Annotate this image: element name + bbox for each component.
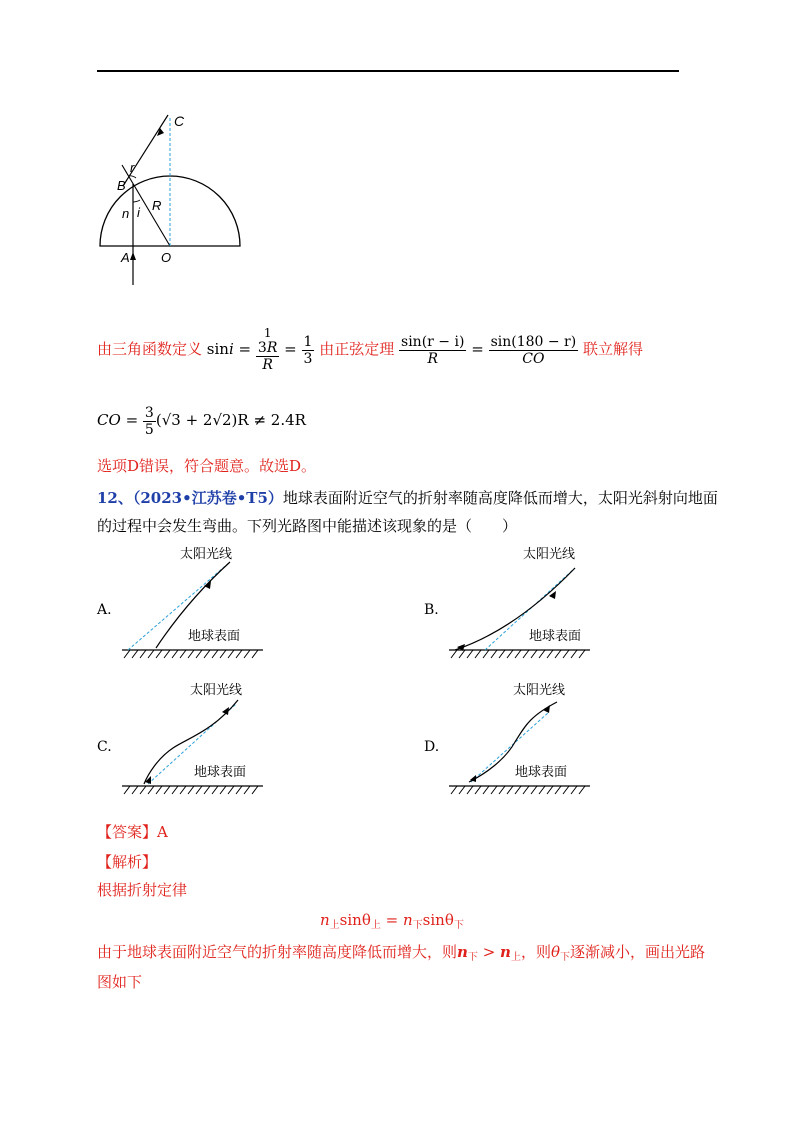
label-n: n bbox=[122, 206, 130, 221]
svg-text:地球表面: 地球表面 bbox=[529, 628, 582, 643]
label-C: C bbox=[174, 113, 185, 129]
option-a-diagram[interactable] bbox=[118, 540, 268, 660]
law-text: 根据折射定律 bbox=[97, 881, 188, 899]
question-line-1: 12、（2023•江苏卷•T5）地球表面附近空气的折射率随高度降低而增大，太阳光斜射向地面 bbox=[97, 489, 718, 507]
svg-text:地球表面: 地球表面 bbox=[515, 764, 568, 779]
conclusion-line-1: 由于地球表面附近空气的折射率随高度降低而增大，则$n_下 > n_上$，则$\theta_下$逐渐减小，画出光路 bbox=[97, 943, 705, 963]
fraction-3-5: $\frac{3}{5}$ bbox=[144, 404, 154, 438]
question-line-2: 的过程中会发生弯曲。下列光路图中能描述该现象的是（ ） bbox=[97, 517, 518, 535]
answer-line: 【答案】A bbox=[97, 823, 168, 841]
option-d-label: D. bbox=[424, 739, 440, 755]
fraction-3: $\frac{\sin(r - i)}{R}$ bbox=[401, 333, 465, 367]
fraction-4: $\frac{\sin(180 - r)}{CO}$ bbox=[490, 333, 577, 367]
option-d-conclusion: 选项D错误，符合题意。故选D。 bbox=[97, 457, 317, 475]
text-sine-rule: 由正弦定理 bbox=[319, 340, 395, 358]
label-R: R bbox=[152, 198, 162, 213]
equation-line-2: CO = $\frac{3}{5}$ (√3 + 2√2)R ≠ 2.4R bbox=[97, 404, 306, 438]
option-c-label: C. bbox=[97, 739, 112, 755]
header-rule bbox=[97, 70, 679, 72]
arrow-icon bbox=[157, 128, 164, 136]
text-trig-def: 由三角函数定义 bbox=[97, 340, 203, 358]
conclusion-line-2: 图如下 bbox=[97, 973, 143, 991]
option-d-diagram[interactable] bbox=[445, 676, 595, 796]
svg-text:太阳光线: 太阳光线 bbox=[513, 682, 566, 697]
arrow-up-icon bbox=[130, 252, 136, 260]
svg-text:地球表面: 地球表面 bbox=[188, 628, 241, 643]
option-c-diagram[interactable] bbox=[118, 676, 268, 796]
svg-text:太阳光线: 太阳光线 bbox=[190, 682, 243, 697]
option-b-diagram[interactable] bbox=[445, 540, 595, 660]
text-solve: 联立解得 bbox=[583, 340, 644, 358]
svg-text:太阳光线: 太阳光线 bbox=[523, 546, 576, 561]
refraction-diagram bbox=[90, 110, 250, 290]
refracted-ray bbox=[123, 115, 168, 186]
option-a-label: A. bbox=[97, 602, 112, 618]
fraction-1: 1 3R R bbox=[257, 326, 278, 373]
option-b-label: B. bbox=[424, 602, 439, 618]
label-A: A bbox=[121, 250, 130, 265]
label-B: B bbox=[117, 178, 126, 193]
svg-text:太阳光线: 太阳光线 bbox=[180, 546, 233, 561]
refraction-formula: $n_上\sin\theta_上 = n_下\sin\theta_下$ bbox=[320, 911, 464, 931]
analysis-tag: 【解析】 bbox=[97, 853, 158, 871]
label-r: r bbox=[130, 160, 135, 175]
svg-text:地球表面: 地球表面 bbox=[194, 764, 247, 779]
equation-line-1: 由三角函数定义 sini = 1 3R R = $\frac{1}{3}$ 由正弦定理 $\frac{\sin(r - i)}{R}$ = $\frac{\sin(180 - r)}{CO}$ 联立解得 bbox=[97, 326, 644, 373]
fraction-2: $\frac{1}{3}$ bbox=[303, 333, 313, 367]
label-O: O bbox=[161, 250, 172, 265]
label-i: i bbox=[137, 205, 140, 220]
